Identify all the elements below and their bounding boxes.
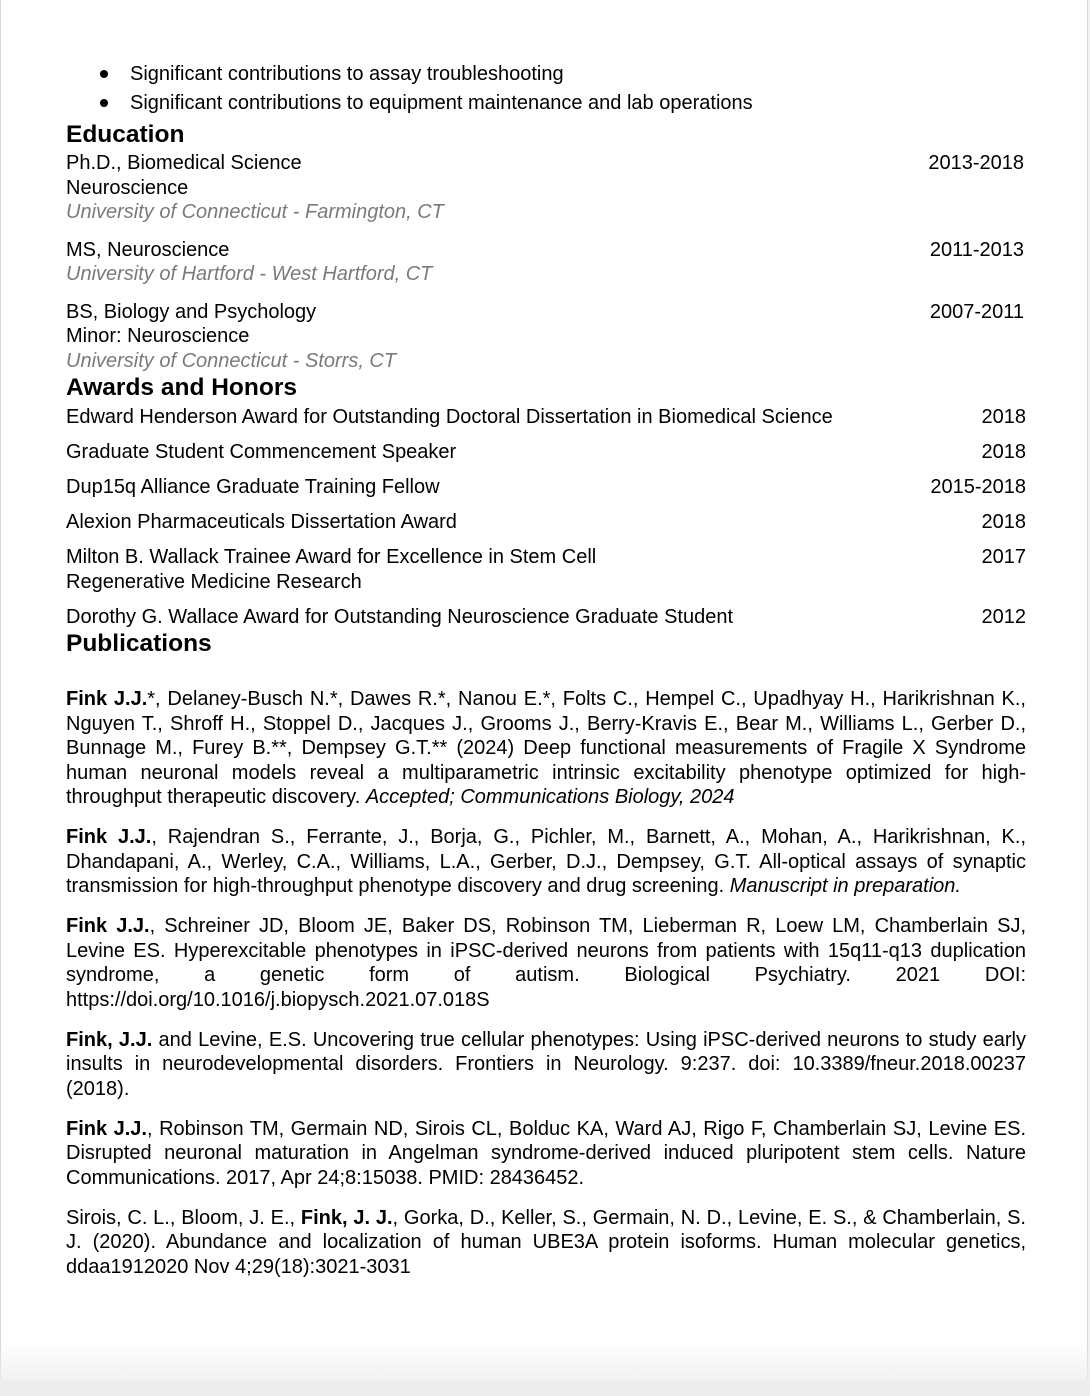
author-highlight: Fink, J. J. [300,1206,393,1229]
award-year: 2018 [981,511,1026,533]
awards-list [66,405,1026,629]
publication-item [66,687,1026,810]
award-year: 2012 [981,605,1026,628]
field: Minor: Neuroscience [66,325,250,347]
award-year: 2018 [981,406,1026,428]
list-item: Significant contributions to assay troubleshooting [130,62,1026,87]
author-highlight: Fink J.J. [66,1117,147,1140]
award-item [66,405,1026,430]
degree: Ph.D., Biomedical Science [66,152,302,174]
publication-status: Accepted; Communications Biology, 2024 [365,786,735,808]
publication-item [66,1028,1026,1102]
award-title: Edward Henderson Award for Outstanding Doctoral Dissertation in Biomedical Science [66,406,833,428]
award-year: 2015-2018 [930,476,1026,498]
citation-text: and Levine, E.S. Uncovering true cellular phenotypes: Using iPSC-derived neurons to study early insults in neurodevelopmental disorders. Frontiers in Neurology. 9:237. doi: 10.3389/fneur.2018.00237 (2018). [66,1028,1026,1100]
award-item [66,440,1026,465]
duties-list [66,62,1026,116]
field: Neuroscience [66,176,189,199]
award-item [66,510,1026,535]
institution: University of Hartford - West Hartford, CT [66,263,433,285]
publication-item [66,825,1026,899]
citation-text: , Rajendran S., Ferrante, J., Borja, G., Pichler, M., Barnett, A., Mohan, A., Harikrishnan, K., Dhandapani, A., Werley, C.A., Williams, L.A., Gerber, D.J., Dempsey, G.T. All-optical assays of synaptic transmission for high-throughput phenotype discovery and drug screening. [66,826,1027,897]
publication-item [66,1117,1026,1191]
degree: BS, Biology and Psychology [66,300,317,323]
citation-text: , Gorka, D., Keller, S., Germain, N. D., Levine, E. S., & Chamberlain, S. J. (2020). Abundance and localization of human UBE3A protein isoforms. Human molecular genetics, ddaa1912020 Nov 4;29(18):3021-3031 [66,1206,1026,1278]
award-item [66,545,1026,594]
bullet-icon [100,70,108,78]
award-title: Dorothy G. Wallace Award for Outstanding Neuroscience Graduate Student [66,605,734,628]
list-item: Significant contributions to equipment maintenance and lab operations [130,91,1026,116]
citation-text: , Robinson TM, Germain ND, Sirois CL, Bolduc KA, Ward AJ, Rigo F, Chamberlain SJ, Levine ES. Disrupted neuronal maturation in Angelman syndrome-derived induced pluripotent stem cells. Nature Communications. 2017, Apr 24;8:15038. PMID: 28436452. [66,1117,1027,1189]
education-entry [66,238,1026,287]
education-entry [66,151,1026,225]
award-title: Alexion Pharmaceuticals Dissertation Award [66,511,457,533]
dates: 2011-2013 [929,238,1024,261]
award-title: Dup15q Alliance Graduate Training Fellow [66,476,440,498]
degree: MS, Neuroscience [66,238,230,261]
award-year: 2018 [981,441,1026,463]
page-bottom-shadow [0,1340,1090,1396]
publications-heading: Publications [66,630,212,657]
dates: 2013-2018 [928,152,1024,174]
education-entry [66,300,1026,374]
publication-status: Manuscript in preparation. [729,875,961,897]
publication-item [66,1206,1026,1280]
author-highlight: Fink J.J. [66,915,150,937]
award-item [66,605,1026,630]
institution: University of Connecticut - Storrs, CT [66,349,397,372]
award-title: Milton B. Wallack Trainee Award for Excellence in Stem Cell Regenerative Medicine Research [66,546,597,593]
award-title: Graduate Student Commencement Speaker [66,441,457,463]
award-year: 2017 [981,546,1026,568]
bullet-icon [100,99,108,107]
publication-item [66,914,1026,1012]
author-highlight: Fink J.J. [66,688,148,710]
page-content [66,62,1026,1279]
education-heading: Education [66,121,185,148]
citation-prefix: Sirois, C. L., Bloom, J. E., [66,1206,301,1229]
award-item [66,475,1026,500]
institution: University of Connecticut - Farmington, CT [66,201,444,223]
author-highlight: Fink, J.J. [66,1028,153,1051]
author-highlight: Fink J.J. [66,826,152,848]
citation-text: , Schreiner JD, Bloom JE, Baker DS, Robinson TM, Lieberman R, Loew LM, Chamberlain SJ, Levine ES. Hyperexcitable phenotypes in iPSC-derived neurons from patients with 15q11-q13 duplication syndrome, a genetic form of autism. Biological Psychiatry. 2021 DOI: https://doi.org/10.1016/j.biopysch.2021.07.018S [66,915,1026,1011]
awards-heading: Awards and Honors [66,374,297,401]
citation-text: *, Delaney-Busch N.*, Dawes R.*, Nanou E.*, Folts C., Hempel C., Upadhyay H., Harikrishnan K., Nguyen T., Shroff H., Stoppel D., Jacques J., Grooms J., Berry-Kravis E., Bear M., Williams L., Gerber D., Bunnage M., Furey B.**, Dempsey G.T.** (2024) Deep functional measurements of Fragile X Syndrome human neuronal models reveal a multiparametric intrinsic excitability phenotype optimized for high-throughput therapeutic discovery. [66,688,1026,808]
dates: 2007-2011 [929,300,1024,323]
